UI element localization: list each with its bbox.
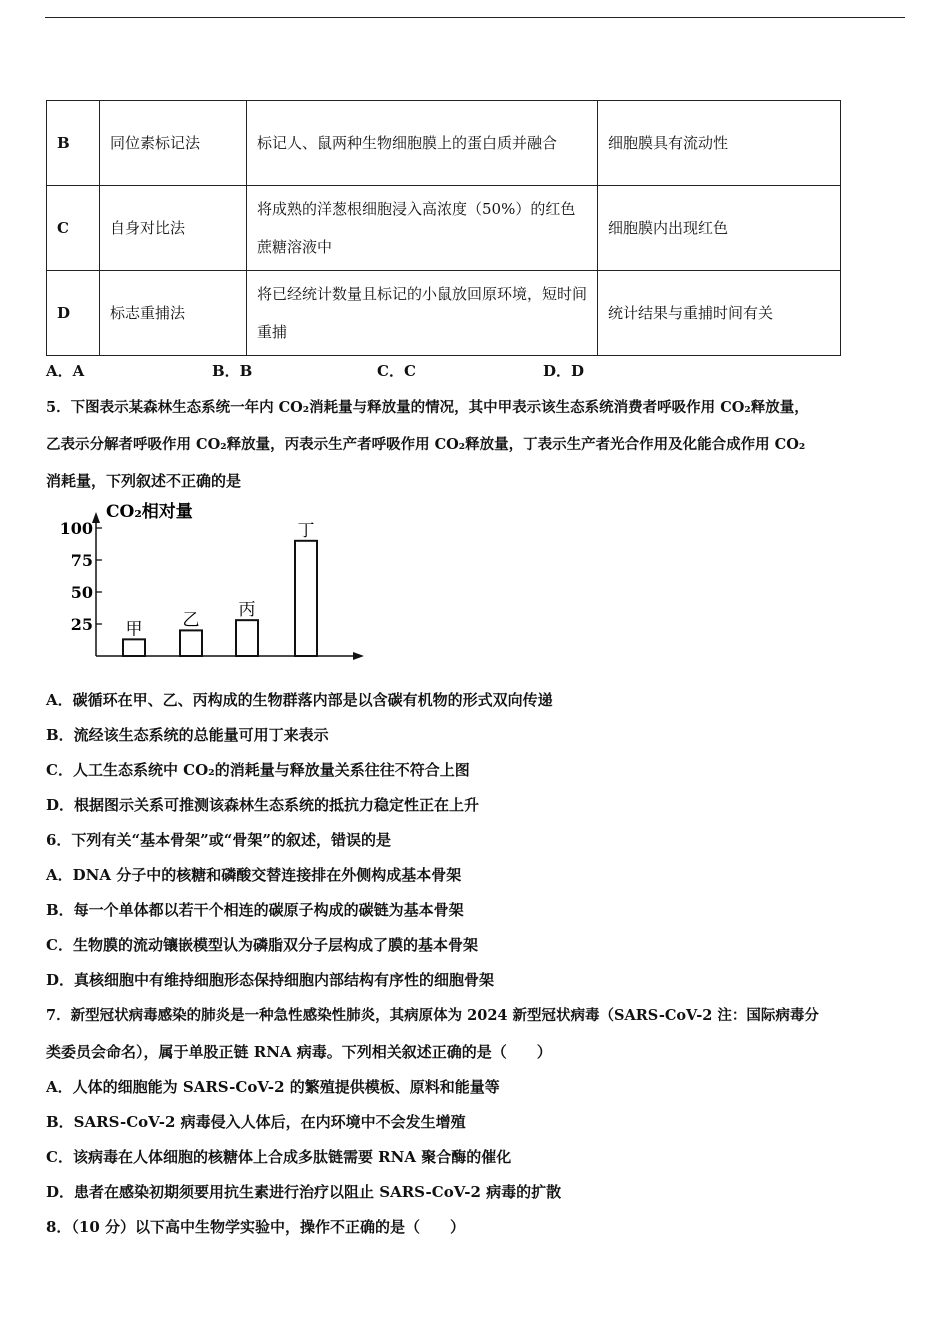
q6-option-c[interactable]: C．生物膜的流动镶嵌模型认为磷脂双分子层构成了膜的基本骨架	[46, 936, 478, 954]
q6-option-d[interactable]: D．真核细胞中有维持细胞形态保持细胞内部结构有序性的细胞骨架	[46, 971, 495, 989]
q6-option-b[interactable]: B．每一个单体都以若干个相连的碳原子构成的碳链为基本骨架	[46, 901, 464, 919]
x-axis-arrow	[353, 652, 364, 660]
q5-option-a[interactable]: A．碳循环在甲、乙、丙构成的生物群落内部是以含碳有机物的形式双向传递	[46, 691, 553, 709]
y-tick-label: 100	[60, 519, 93, 538]
y-tick-label: 75	[70, 551, 93, 570]
chart-ylabel: CO₂相对量	[106, 502, 193, 522]
q7-option-a[interactable]: A．人体的细胞能为 SARS-CoV-2 的繁殖提供模板、原料和能量等	[46, 1078, 500, 1096]
bar-3	[295, 541, 317, 656]
q7-stem-line-1: 7．新型冠状病毒感染的肺炎是一种急性感染性肺炎，其病原体为 2024 新型冠状病毒（SARS-CoV-2 注：国际病毒分	[46, 1007, 819, 1024]
q4-option-b[interactable]: B．B	[212, 362, 253, 380]
q4-option-d[interactable]: D．D	[543, 362, 585, 380]
row-content: 将成熟的洋葱根细胞浸入高浓度（50%）的红色蔗糖溶液中	[247, 186, 598, 271]
q7-option-c[interactable]: C．该病毒在人体细胞的核糖体上合成多肽链需要 RNA 聚合酶的催化	[46, 1148, 512, 1166]
q6-option-a[interactable]: A．DNA 分子中的核糖和磷酸交替连接排在外侧构成基本骨架	[46, 866, 462, 884]
header-rule	[45, 17, 905, 18]
row-result: 细胞膜具有流动性	[598, 101, 841, 186]
q7-stem-line-2: 类委员会命名），属于单股正链 RNA 病毒。下列相关叙述正确的是（ ）	[46, 1043, 552, 1061]
bar-label: 丁	[297, 520, 315, 541]
row-method: 标志重捕法	[100, 271, 247, 356]
bar-label: 甲	[125, 619, 143, 640]
row-content: 标记人、鼠两种生物细胞膜上的蛋白质并融合	[247, 101, 598, 186]
table-row	[47, 101, 841, 186]
q5-option-b[interactable]: B．流经该生态系统的总能量可用丁来表示	[46, 726, 329, 744]
row-result: 细胞膜内出现红色	[598, 186, 841, 271]
row-content: 将已经统计数量且标记的小鼠放回原环境，短时间重捕	[247, 271, 598, 356]
q8-stem: 8．（10 分）以下高中生物学实验中，操作不正确的是（ ）	[46, 1218, 466, 1236]
q4-option-c[interactable]: C．C	[377, 362, 416, 380]
q4-options	[46, 360, 746, 380]
y-tick-label: 25	[70, 615, 93, 634]
q5-option-d[interactable]: D．根据图示关系可推测该森林生态系统的抵抗力稳定性正在上升	[46, 796, 480, 814]
row-letter: C	[47, 186, 100, 271]
q6-stem: 6．下列有关“基本骨架”或“骨架”的叙述，错误的是	[46, 831, 391, 849]
q7-option-b[interactable]: B．SARS-CoV-2 病毒侵入人体后，在内环境中不会发生增殖	[46, 1113, 466, 1131]
y-axis-arrow	[92, 512, 100, 523]
bar-label: 丙	[238, 600, 256, 621]
bar-2	[236, 620, 258, 656]
q5-stem-line-3: 消耗量，下列叙述不正确的是	[46, 472, 242, 490]
experiment-table	[46, 100, 841, 356]
q5-stem-line-2: 乙表示分解者呼吸作用 CO₂释放量，丙表示生产者呼吸作用 CO₂释放量，丁表示生产者光合作用及化能合成作用 CO₂	[46, 436, 806, 453]
bar-1	[180, 630, 202, 656]
table-row	[47, 271, 841, 356]
row-letter: D	[47, 271, 100, 356]
bar-0	[123, 639, 145, 656]
q4-option-a[interactable]: A．A	[46, 362, 85, 380]
row-letter: B	[47, 101, 100, 186]
bar-label: 乙	[182, 610, 200, 631]
row-result: 统计结果与重捕时间有关	[598, 271, 841, 356]
row-method: 同位素标记法	[100, 101, 247, 186]
table-row	[47, 186, 841, 271]
q5-stem-line-1: 5．下图表示某森林生态系统一年内 CO₂消耗量与释放量的情况，其中甲表示该生态系统消费者呼吸作用 CO₂释放量，	[46, 399, 809, 416]
q7-option-d[interactable]: D．患者在感染初期须要用抗生素进行治疗以阻止 SARS-CoV-2 病毒的扩散	[46, 1183, 562, 1201]
q5-option-c[interactable]: C．人工生态系统中 CO₂的消耗量与释放量关系往往不符合上图	[46, 761, 470, 779]
y-tick-label: 50	[70, 583, 93, 602]
row-method: 自身对比法	[100, 186, 247, 271]
co2-bar-chart	[60, 498, 380, 668]
